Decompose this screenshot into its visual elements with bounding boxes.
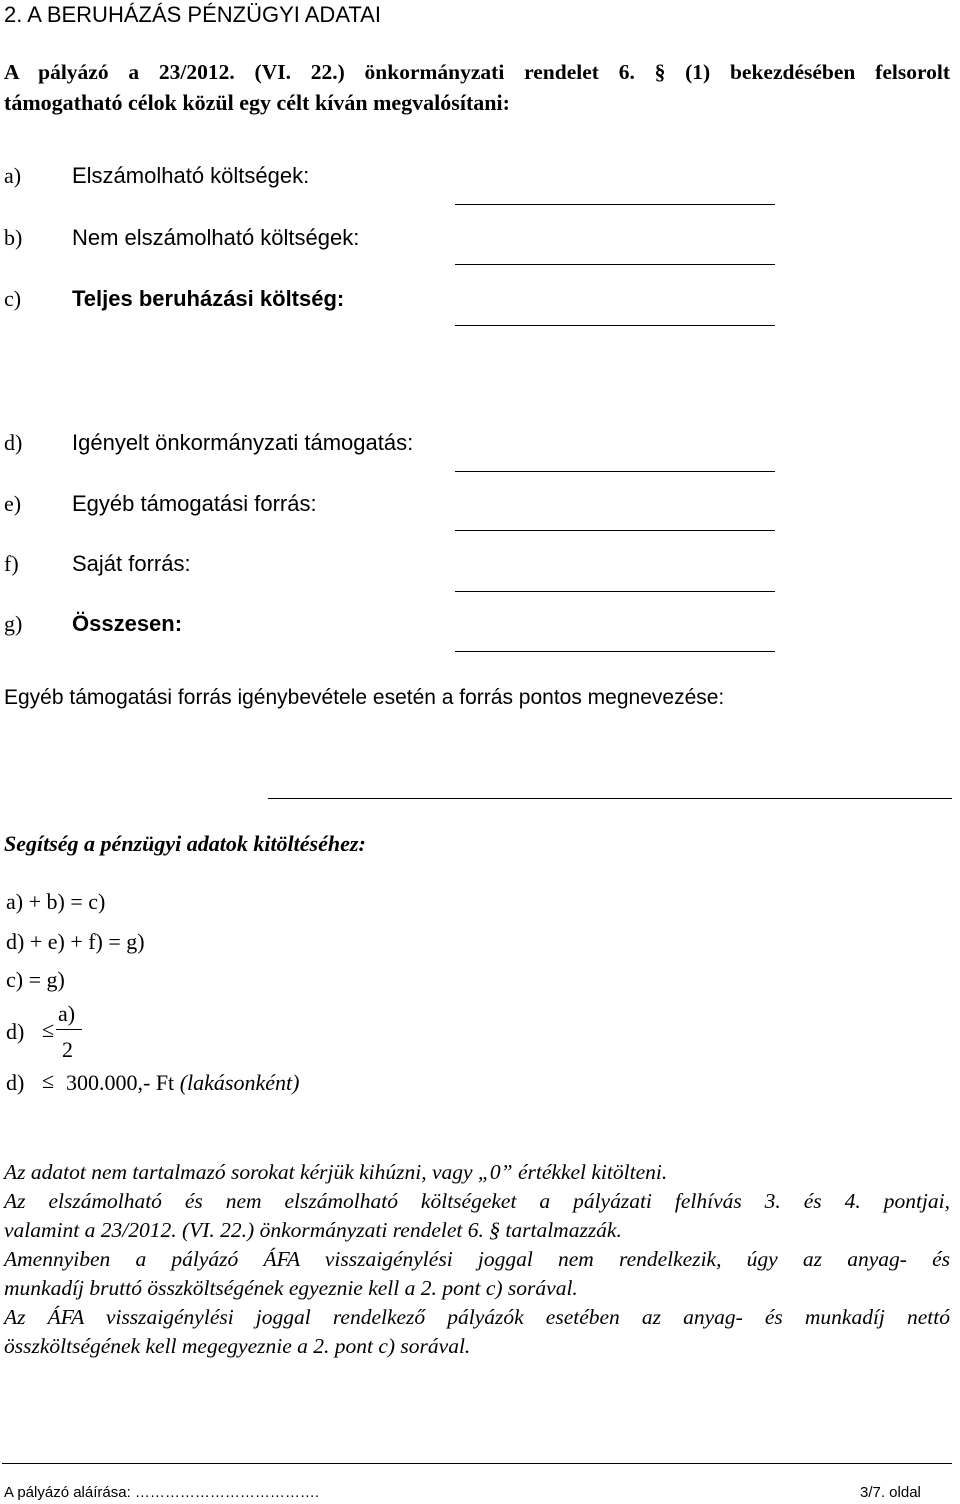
signature-label: A pályázó aláírása: ………………………………. <box>4 1484 320 1501</box>
note-line-7: összköltségének kell megegyeznie a 2. pont c) sorával. <box>4 1334 471 1358</box>
fill-line-c[interactable] <box>455 325 775 326</box>
item-label-total-investment: Teljes beruházási költség: <box>72 286 345 311</box>
item-label-eligible-costs: Elszámolható költségek: <box>72 163 310 188</box>
other-source-fill-line[interactable] <box>268 798 952 799</box>
item-letter-c: c) <box>4 286 22 311</box>
formula-4-lhs: d) <box>6 1019 25 1044</box>
item-letter-b: b) <box>4 225 23 250</box>
item-letter-f: f) <box>4 551 19 576</box>
formula-4-leq: ≤ <box>42 1017 55 1042</box>
item-label-requested-support: Igényelt önkormányzati támogatás: <box>72 430 414 455</box>
intro-line-2: támogatható célok közül egy célt kíván megvalósítani: <box>4 90 510 115</box>
item-label-own-source: Saját forrás: <box>72 551 191 576</box>
fill-line-b[interactable] <box>455 264 775 265</box>
formula-5-value: 300.000,- Ft <box>66 1070 175 1095</box>
item-letter-d: d) <box>4 430 23 455</box>
item-label-other-support: Egyéb támogatási forrás: <box>72 491 317 516</box>
formula-4-numerator: a) <box>58 1001 76 1026</box>
formula-3: c) = g) <box>6 967 65 992</box>
other-source-label: Egyéb támogatási forrás igénybevétele esetén a forrás pontos megnevezése: <box>4 686 725 709</box>
item-label-total: Összesen: <box>72 611 183 636</box>
note-line-3: valamint a 23/2012. (VI. 22.) önkormányzati rendelet 6. § tartalmazzák. <box>4 1218 622 1242</box>
item-letter-g: g) <box>4 611 23 636</box>
fraction-bar <box>56 1029 82 1030</box>
formula-5-note: (lakásonként) <box>179 1070 300 1095</box>
item-letter-a: a) <box>4 163 22 188</box>
fill-line-g[interactable] <box>455 651 775 652</box>
page-number: 3/7. oldal <box>860 1484 921 1501</box>
formula-4-denominator: 2 <box>62 1037 73 1062</box>
formula-1: a) + b) = c) <box>6 889 106 914</box>
fill-line-f[interactable] <box>455 591 775 592</box>
note-line-6: Az ÁFA visszaigénylési joggal rendelkező pályázók esetében az anyag- és munkadíj nettó <box>4 1305 950 1329</box>
intro-line-1: A pályázó a 23/2012. (VI. 22.) önkormányzati rendelet 6. § (1) bekezdésében felsorolt <box>4 60 950 84</box>
fill-line-d[interactable] <box>455 471 775 472</box>
note-line-1: Az adatot nem tartalmazó sorokat kérjük kihúzni, vagy „0” értékkel kitölteni. <box>4 1160 668 1184</box>
item-label-non-eligible-costs: Nem elszámolható költségek: <box>72 225 360 250</box>
item-letter-e: e) <box>4 491 22 516</box>
note-line-4: Amennyiben a pályázó ÁFA visszaigénylési joggal nem rendelkezik, úgy az anyag- és <box>4 1247 950 1271</box>
note-line-2: Az elszámolható és nem elszámolható költségeket a pályázati felhívás 3. és 4. pontjai, <box>4 1189 950 1213</box>
footer-rule <box>2 1463 952 1464</box>
formula-5-lhs: d) <box>6 1070 25 1095</box>
note-line-5: munkadíj bruttó összköltségének egyeznie kell a 2. pont c) sorával. <box>4 1276 578 1300</box>
fill-line-e[interactable] <box>455 530 775 531</box>
fill-line-a[interactable] <box>455 204 775 205</box>
section-heading: 2. A BERUHÁZÁS PÉNZÜGYI ADATAI <box>4 2 381 27</box>
formula-2: d) + e) + f) = g) <box>6 929 145 954</box>
help-title: Segítség a pénzügyi adatok kitöltéséhez: <box>4 831 366 856</box>
formula-5-leq: ≤ <box>42 1068 55 1093</box>
